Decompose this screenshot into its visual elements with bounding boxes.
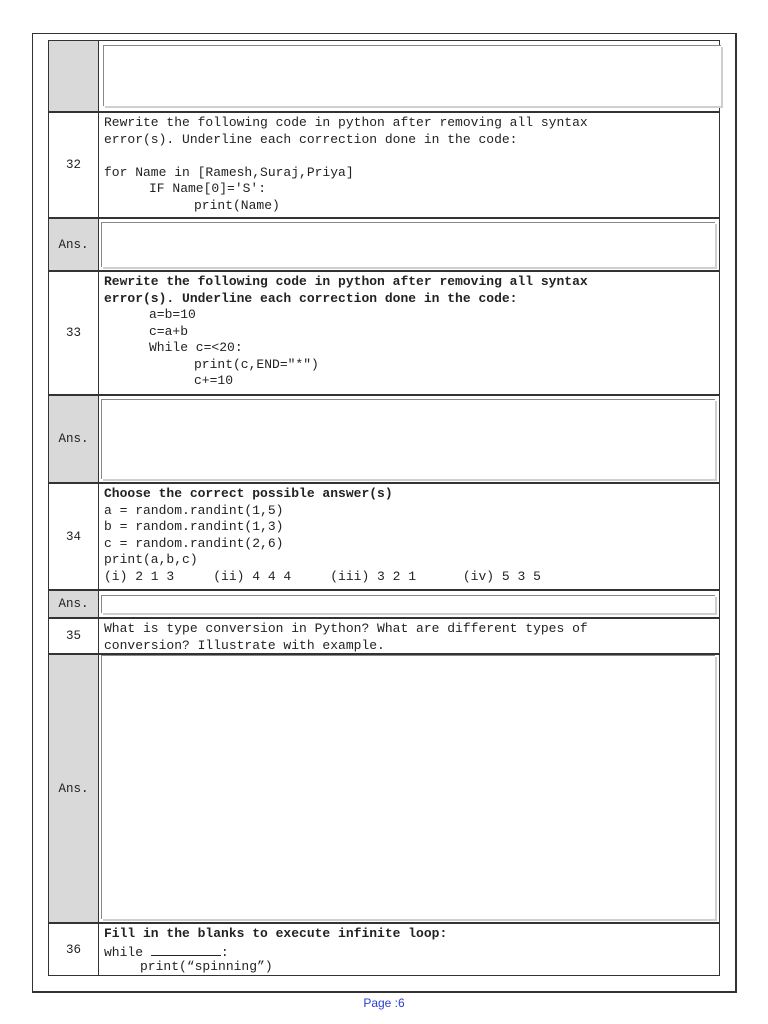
code-line: b = random.randint(1,3) xyxy=(104,519,284,534)
code-line: print(Name) xyxy=(194,197,280,213)
answer-box[interactable] xyxy=(103,45,721,106)
code-line: c+=10 xyxy=(194,373,234,388)
question-text xyxy=(99,272,719,394)
page-number: Page :6 xyxy=(363,996,405,1010)
answer-box[interactable] xyxy=(101,655,715,919)
question-line: error(s). Underline each correction done in the code: xyxy=(104,290,518,306)
answer-35-row xyxy=(48,654,720,923)
answer-box[interactable] xyxy=(101,222,715,267)
code-line: a=b=10 xyxy=(149,307,196,322)
answer-box[interactable] xyxy=(101,595,715,613)
code-line: IF Name[0]='S': xyxy=(149,181,267,196)
code-line: c=a+b xyxy=(149,323,189,339)
question-line: Fill in the blanks to execute infinite loop: xyxy=(104,926,448,941)
question-number: 36 xyxy=(49,924,99,975)
question-number: 32 xyxy=(49,113,99,217)
code-line: print(c,END="*") xyxy=(194,356,319,372)
code-line: : xyxy=(220,944,229,960)
question-35-row xyxy=(48,618,720,654)
code-line: while xyxy=(104,944,144,960)
answer-32-row xyxy=(48,218,720,271)
answer-34-row xyxy=(48,590,720,618)
question-text xyxy=(99,113,719,217)
code-line: While c=<20: xyxy=(149,340,243,355)
question-number: 33 xyxy=(49,272,99,394)
answer-box[interactable] xyxy=(101,399,715,479)
code-line: for Name in [Ramesh,Suraj,Priya] xyxy=(104,164,354,180)
fill-blank[interactable] xyxy=(151,943,221,956)
options-line: (i) 2 1 3 (ii) 4 4 4 (iii) 3 2 1 (iv) 5 3 5 xyxy=(104,568,541,584)
question-line xyxy=(104,148,719,165)
code-line: c = random.randint(2,6) xyxy=(104,535,284,551)
question-number: 35 xyxy=(49,619,99,653)
question-line: Rewrite the following code in python after removing all syntax xyxy=(104,274,588,289)
answer-33-row xyxy=(48,395,720,483)
question-33-row xyxy=(48,271,720,395)
prev-answer-row xyxy=(48,40,720,112)
question-line: conversion? Illustrate with example. xyxy=(104,637,385,653)
answer-label: Ans. xyxy=(49,655,99,922)
question-line: What is type conversion in Python? What are different types of xyxy=(104,621,588,636)
code-line: print(a,b,c) xyxy=(104,552,198,567)
question-line: error(s). Underline each correction done in the code: xyxy=(104,131,518,147)
question-line: Rewrite the following code in python after removing all syntax xyxy=(104,115,588,130)
code-line: a = random.randint(1,5) xyxy=(104,502,284,518)
question-34-row xyxy=(48,483,720,590)
code-line: print(“spinning”) xyxy=(140,959,273,974)
question-text xyxy=(99,484,719,589)
answer-label: Ans. xyxy=(49,219,99,270)
question-text xyxy=(99,619,719,653)
question-text xyxy=(99,924,719,975)
question-number: 34 xyxy=(49,484,99,589)
question-32-row xyxy=(48,112,720,218)
question-number xyxy=(49,41,99,111)
answer-label: Ans. xyxy=(49,396,99,482)
question-36-row xyxy=(48,923,720,976)
question-line: Choose the correct possible answer(s) xyxy=(104,486,393,501)
answer-label: Ans. xyxy=(49,591,99,617)
